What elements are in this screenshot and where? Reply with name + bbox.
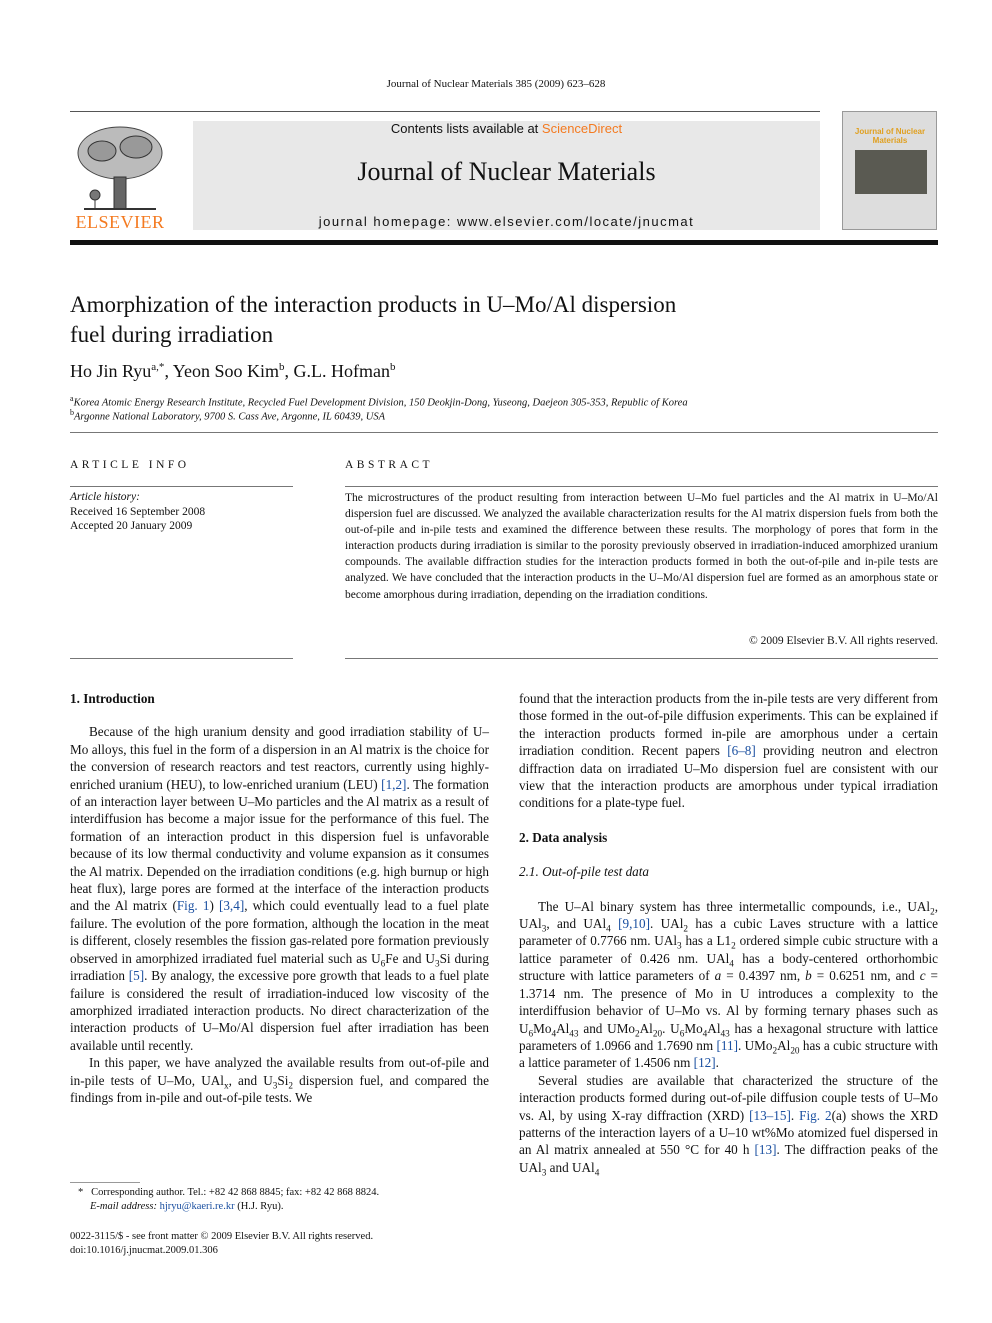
ref-13[interactable]: [13]: [754, 1142, 777, 1158]
cover-title: Journal of Nuclear Materials: [854, 127, 926, 145]
article-history: [70, 490, 205, 534]
abstract-rule-bottom: [345, 658, 938, 659]
abstract-heading: ABSTRACT: [345, 459, 434, 471]
section-2-1-heading: 2.1. Out-of-pile test data: [519, 864, 650, 880]
intro-paragraph-1: Because of the high uranium density and good irradiation stability of U–Mo alloys, this fuel in the form of a dispersion in an Al matrix is the choice for the conversion of research reactors and test reactors, currently using highly-enriched uranium (HEU), to low-enriched uranium (LEU) [1,2]. The formation of an interaction layer between U–Mo particles and the Al matrix as a result of interdiffusion has become a major issue for the performance of this fuel. The formation of an interaction product in this dispersion fuel is unfavorable because of its low thermal conductivity and volume expansion as it consumes the Al matrix. Depended on the irradiation conditions (e.g. high burnup or high heat flux), large pores are formed at the interface of the interaction products and the Al matrix (Fig. 1) [3,4], which could eventually lead to a fuel plate failure. The evolution of the pore formation, although the location in the meat is different, closely resembles the fission gas-related pore formation previously observed in amorphized irradiated fuel material such as $U_6Fe$ and $U_3Si$ during irradiation [5]. By analogy, the excessive pore growth that leads to a fuel plate failure is considered the result of irradiation-induced low viscosity of the amorphized irradiated interaction products. No direct characterization of the interaction products of U–Mo/Al dispersion fuel after irradiation has been available until recently.: [70, 724, 489, 1053]
ref-13-15[interactable]: [13–15]: [749, 1107, 791, 1123]
affiliation-a: [70, 394, 688, 409]
abstract-copyright: © 2009 Elsevier B.V. All rights reserved.: [749, 635, 938, 647]
author-list: Ho Jin Ryu$^{a,*}$, Yeon Soo Kim$^b$, G.L. Hofman$^b$: [70, 361, 396, 381]
journal-homepage[interactable]: journal homepage: www.elsevier.com/locate/jnucmat: [318, 214, 695, 229]
ref-6-8[interactable]: [6–8]: [727, 743, 756, 759]
accepted-date: Accepted 20 January 2009: [70, 520, 193, 532]
data-paragraph-2: Several studies are available that characterized the structure of the interaction products formed during out-of-pile diffusion couple tests of U–Mo vs. Al, by using X-ray diffraction (XRD) [13–15]. Fig. 2(a) shows the XRD patterns of the interaction layers of a U–10 wt%Mo atomized fuel dispersed in an Al matrix annealed at 550 °C for 40 h [13]. The diffraction peaks of the UAl$_3$ and UAl$_4$: [519, 1072, 939, 1178]
running-head: Journal of Nuclear Materials 385 (2009) 623–628: [386, 78, 606, 90]
article-title: [70, 290, 830, 350]
intro-paragraph-2: In this paper, we have analyzed the available results from out-of-pile and in-pile tests of U–Mo, UAl$_x$, and $U_3Si_2$ dispersion fuel, and compared the findings from in-pile and out-of-pile tests. We: [70, 1055, 489, 1105]
data-paragraph-1: The U–Al binary system has three intermetallic compounds, i.e., UAl$_2$, UAl$_3$, and UAl$_4$ [9,10]. UAl$_2$ has a cubic Laves structure with a lattice parameter of 0.7766 nm. UAl$_3$ has a $L1_2$ ordered simple cubic structure with a lattice parameter of 0.426 nm. UAl$_4$ has a body-centered orthorhombic structure with lattice parameters of a = 0.4397 nm, b = 0.6251 nm, and c = 1.3714 nm. The presence of Mo in U introduces a complexity to the interdiffusion behavior of U–Mo vs. Al by forming ternary phases such as $U_6Mo_4Al_{43}$ and $UMo_2Al_{20}$. $U_6Mo_4Al_{43}$ has a hexagonal structure with lattice parameters of 1.0966 and 1.7690 nm [11]. $UMo_2Al_{20}$ has a cubic structure with a lattice parameter of 1.4506 nm [12].: [519, 898, 939, 1071]
author-2: Yeon Soo Kim: [172, 361, 279, 381]
ref-11[interactable]: [11]: [716, 1037, 738, 1053]
info-rule-top: [70, 486, 293, 487]
abstract-rule-top: [345, 486, 938, 487]
intro-paragraph-3: found that the interaction products from the in-pile tests are very different from those formed in the out-of-pile diffusion experiments. This can be explained if the interaction products formed in-pile are amorphous under a certain irradiation condition. Recent papers [6–8] providing neutron and electron diffraction data on irradiated U–Mo dispersion fuel are consistent with our view that the interaction products are amorphous under typical irradiation conditions for a plate-type fuel.: [519, 691, 938, 811]
email-note: E-mail address: hjryu@kaeri.re.kr (H.J. Ryu).: [90, 1201, 284, 1212]
header-rule: [70, 111, 820, 112]
email-link[interactable]: hjryu@kaeri.re.kr: [159, 1201, 235, 1212]
history-label: Article history:: [70, 491, 140, 503]
ref-5[interactable]: [5]: [128, 968, 145, 984]
right-column: [519, 690, 938, 1176]
issn-line: 0022-3115/$ - see front matter © 2009 Elsevier B.V. All rights reserved.: [70, 1231, 374, 1242]
article-info-heading: ARTICLE INFO: [70, 459, 190, 471]
publisher-name: ELSEVIER: [75, 212, 165, 232]
author-2-sup: b: [278, 361, 285, 373]
tree-icon: [70, 121, 170, 213]
affil-a-mark: a: [70, 394, 74, 403]
sciencedirect-link[interactable]: ScienceDirect: [541, 121, 623, 136]
front-matter: [70, 1230, 489, 1258]
contents-line: [193, 121, 820, 136]
received-date: Received 16 September 2008: [70, 505, 206, 518]
affil-rule: [70, 432, 938, 433]
section-2-heading: 2. Data analysis: [519, 829, 608, 845]
affil-b-mark: b: [70, 408, 74, 417]
author-1: Ho Jin Ryu: [70, 361, 152, 381]
left-column: [70, 690, 489, 1106]
fig-1-link[interactable]: Fig. 1: [176, 898, 210, 914]
abstract-text: The microstructures of the product resulting from interaction between U–Mo fuel particles and the Al matrix in U–Mo/Al dispersion fuel are discussed. We analyzed the available characterization results for the Al matrix dispersion fuels from both the out-of-pile and in-pile tests and examined the difference between these results. The morphology of pores that form in the interaction products during irradiation is similar to the porosity previously observed in irradiation-induced amorphized uranium compounds. The available diffraction studies for the interaction products formed in both the out-of-pile and in-pile tests are analyzed. We have concluded that the interaction products in the U–Mo/Al dispersion fuel are formed as an amorphous state or become amorphous during irradiation, depending on the irradiation conditions.: [345, 492, 938, 601]
footnotes: [70, 1186, 489, 1214]
header-thick-rule: [70, 240, 938, 245]
author-1-sup: a,*: [151, 361, 165, 373]
fig-2-link[interactable]: Fig. 2: [799, 1107, 832, 1123]
title-line-1: Amorphization of the interaction products in U–Mo/Al dispersion: [70, 292, 677, 317]
ref-12[interactable]: [12]: [693, 1055, 716, 1071]
ref-3-4[interactable]: [3,4]: [218, 898, 245, 914]
footnote-rule: [70, 1182, 140, 1183]
cover-image: [855, 150, 927, 194]
info-rule-bottom: [70, 658, 293, 659]
title-line-2: fuel during irradiation: [70, 322, 274, 347]
author-3-sup: b: [389, 361, 396, 373]
ref-1-2[interactable]: [1,2]: [381, 776, 407, 792]
section-1-heading: 1. Introduction: [70, 691, 155, 706]
affil-a-text: Korea Atomic Energy Research Institute, Recycled Fuel Development Division, 150 Deokjin-Dong, Yuseong, Daejeon 305-353, Republic of Korea: [73, 397, 688, 409]
doi-line: doi:10.1016/j.jnucmat.2009.01.306: [70, 1245, 218, 1256]
ref-9-10[interactable]: [9,10]: [618, 916, 650, 932]
affiliation-b: [70, 408, 385, 423]
journal-title: Journal of Nuclear Materials: [357, 157, 656, 186]
author-3: G.L. Hofman: [293, 361, 390, 381]
corresponding-author-note: * Corresponding author. Tel.: +82 42 868 8845; fax: +82 42 868 8824.: [78, 1187, 380, 1198]
affil-b-text: Argonne National Laboratory, 9700 S. Cass Ave, Argonne, IL 60439, USA: [74, 411, 386, 423]
contents-prefix: Contents lists available at: [390, 121, 542, 136]
